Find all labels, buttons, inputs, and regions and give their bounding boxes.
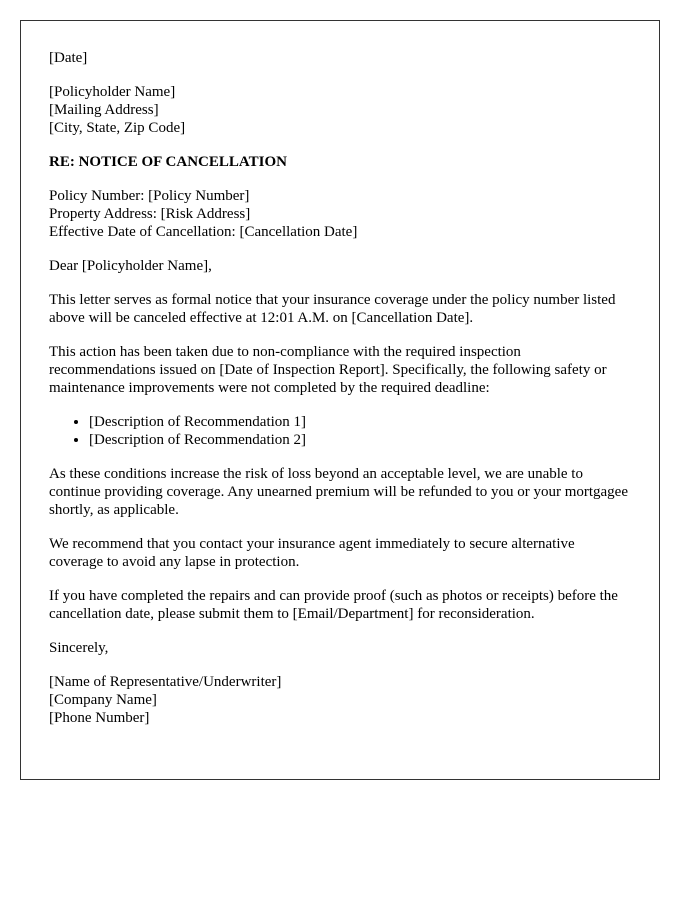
policy-info-block [49, 187, 631, 241]
letter-date [49, 49, 631, 67]
representative-name: [Name of Representative/Underwriter] [49, 674, 282, 690]
paragraph-recommendation: We recommend that you contact your insurance agent immediately to secure alternative coverage to avoid any lapse in protection. [49, 536, 575, 570]
recipient-name: [Policyholder Name] [49, 84, 176, 100]
recipient-city-state-zip: [City, State, Zip Code] [49, 120, 186, 136]
recommendation-item: • [Description of Recommendation 1] [89, 413, 631, 431]
paragraph-notice: This letter serves as formal notice that your insurance coverage under the policy number listed above will be canceled effective at 12:01 A.M. on [Cancellation Date]. [49, 292, 616, 326]
recipient-address-block [49, 83, 631, 137]
salutation: Dear [Policyholder Name], [49, 258, 212, 274]
recommendation-item: • [Description of Recommendation 2] [89, 431, 631, 449]
property-address: Property Address: [Risk Address] [49, 206, 251, 222]
recipient-mailing-address: [Mailing Address] [49, 102, 159, 118]
paragraph-reason: This action has been taken due to non-compliance with the required inspection recommendations issued on [Date of Inspection Report]. Specifically, the following safety or maintenance improvements were not completed by the required deadline: [49, 344, 607, 396]
policy-number: Policy Number: [Policy Number] [49, 188, 250, 204]
date-text: [Date] [49, 50, 88, 66]
phone-number: [Phone Number] [49, 710, 150, 726]
recommendation-list [49, 413, 631, 449]
company-name: [Company Name] [49, 692, 157, 708]
paragraph-risk: As these conditions increase the risk of loss beyond an acceptable level, we are unable to continue providing coverage. Any unearned premium will be refunded to you or your mortgagee shortly, as applicable. [49, 466, 628, 518]
closing: Sincerely, [49, 640, 109, 656]
signature-block [49, 673, 631, 727]
paragraph-reconsideration: If you have completed the repairs and can provide proof (such as photos or receipts) before the cancellation date, please submit them to [Email/Department] for reconsideration. [49, 588, 618, 622]
cancellation-letter [20, 20, 660, 780]
effective-date: Effective Date of Cancellation: [Cancellation Date] [49, 224, 358, 240]
re-line-heading: RE: NOTICE OF CANCELLATION [49, 154, 287, 170]
